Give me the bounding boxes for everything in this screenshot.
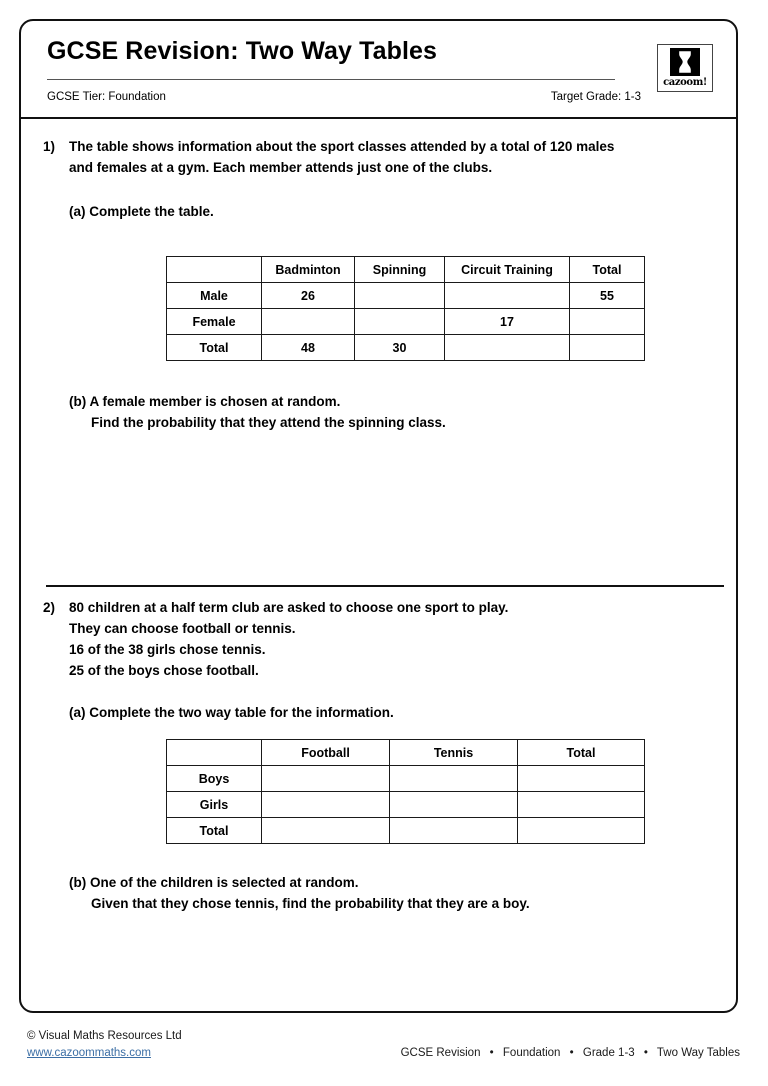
table-1-cell-male-badminton[interactable]: 26 [262, 283, 355, 309]
question-2-line-2: They can choose football or tennis. [69, 621, 296, 636]
table-2-cell-girls-football[interactable] [262, 792, 390, 818]
question-2-part-b-continuation: Given that they chose tennis, find the probability that they are a boy. [91, 896, 530, 911]
question-1 [21, 119, 736, 579]
table-1-cell-female-circuit-training[interactable]: 17 [445, 309, 570, 335]
table-1-cell-male-circuit-training[interactable] [445, 283, 570, 309]
question-1-line-2: and females at a gym. Each member attends just one of the clubs. [69, 160, 493, 175]
table-1-rowlabel-male: Male [167, 283, 262, 309]
two-way-table-2[interactable] [166, 739, 645, 844]
question-divider-rule [46, 585, 724, 587]
question-2-line-4: 25 of the boys chose football. [69, 663, 259, 678]
worksheet-page-border [19, 19, 738, 1013]
footer-separator-icon: • [569, 1047, 574, 1059]
table-2-cell-boys-football[interactable] [262, 766, 390, 792]
table-1-corner-cell [167, 257, 262, 283]
footer-separator-icon: • [643, 1047, 648, 1059]
cazoom-logo-wordmark: cazoom! [663, 77, 707, 88]
table-1-header-circuit-training: Circuit Training [445, 257, 570, 283]
question-1-part-b-continuation: Find the probability that they attend the spinning class. [91, 415, 446, 430]
table-row [167, 766, 645, 792]
table-1-cell-female-spinning[interactable] [355, 309, 445, 335]
question-2-number: 2) [43, 600, 56, 615]
table-2-cell-girls-total[interactable] [518, 792, 645, 818]
table-1-cell-male-spinning[interactable] [355, 283, 445, 309]
footer-meta-tier: Foundation [502, 1047, 561, 1059]
table-2-cell-total-tennis[interactable] [390, 818, 518, 844]
table-2-header-total: Total [518, 740, 645, 766]
table-2-header-football: Football [262, 740, 390, 766]
cazoom-vase-icon [670, 48, 700, 76]
table-2-cell-boys-tennis[interactable] [390, 766, 518, 792]
table-row [167, 818, 645, 844]
table-row [167, 283, 645, 309]
footer-copyright: © Visual Maths Resources Ltd [27, 1030, 182, 1042]
table-2-rowlabel-girls: Girls [167, 792, 262, 818]
table-1-header-badminton: Badminton [262, 257, 355, 283]
table-1-rowlabel-female: Female [167, 309, 262, 335]
table-1-cell-total-total[interactable] [570, 335, 645, 361]
table-2-cell-boys-total[interactable] [518, 766, 645, 792]
table-1-rowlabel-total: Total [167, 335, 262, 361]
question-2-line-3: 16 of the 38 girls chose tennis. [69, 642, 266, 657]
footer-website-link[interactable]: www.cazoommaths.com [27, 1047, 151, 1059]
table-2-cell-girls-tennis[interactable] [390, 792, 518, 818]
table-2-rowlabel-total: Total [167, 818, 262, 844]
question-1-line-1: The table shows information about the sport classes attended by a total of 120 males [69, 139, 615, 154]
table-1-header-spinning: Spinning [355, 257, 445, 283]
table-2-rowlabel-boys: Boys [167, 766, 262, 792]
worksheet-footer [0, 1024, 768, 1086]
table-row [167, 257, 645, 283]
table-row [167, 792, 645, 818]
table-1-cell-male-total[interactable]: 55 [570, 283, 645, 309]
footer-meta-grade: Grade 1-3 [582, 1047, 635, 1059]
table-1-cell-female-badminton[interactable] [262, 309, 355, 335]
tier-label: GCSE Tier: Foundation [47, 91, 166, 103]
table-2-cell-total-football[interactable] [262, 818, 390, 844]
two-way-table-1[interactable] [166, 256, 645, 361]
question-2-part-b-label: (b) One of the children is selected at random. [69, 875, 359, 890]
table-row [167, 309, 645, 335]
page-title: GCSE Revision: Two Way Tables [47, 37, 438, 65]
table-row [167, 335, 645, 361]
question-1-number: 1) [43, 139, 56, 154]
table-1-cell-total-circuit-training[interactable] [445, 335, 570, 361]
table-2-cell-total-total[interactable] [518, 818, 645, 844]
footer-meta-topic: Two Way Tables [656, 1047, 740, 1059]
table-row [167, 740, 645, 766]
table-1-header-total: Total [570, 257, 645, 283]
footer-breadcrumb [300, 1047, 740, 1059]
footer-meta-series: GCSE Revision [400, 1047, 481, 1059]
title-underline-rule [47, 79, 615, 80]
question-1-part-b-label: (b) A female member is chosen at random. [69, 394, 341, 409]
question-2 [21, 597, 736, 1017]
worksheet-header [21, 21, 736, 117]
table-1-cell-female-total[interactable] [570, 309, 645, 335]
cazoom-logo [657, 44, 713, 92]
table-2-corner-cell [167, 740, 262, 766]
question-1-part-a-label: (a) Complete the table. [69, 204, 214, 219]
table-2-header-tennis: Tennis [390, 740, 518, 766]
question-2-line-1: 80 children at a half term club are asked to choose one sport to play. [69, 600, 509, 615]
worksheet-content [21, 119, 736, 1011]
table-1-cell-total-badminton[interactable]: 48 [262, 335, 355, 361]
question-2-part-a-label: (a) Complete the two way table for the information. [69, 705, 394, 720]
target-grade-label: Target Grade: 1-3 [550, 91, 641, 103]
table-1-cell-total-spinning[interactable]: 30 [355, 335, 445, 361]
footer-separator-icon: • [489, 1047, 494, 1059]
